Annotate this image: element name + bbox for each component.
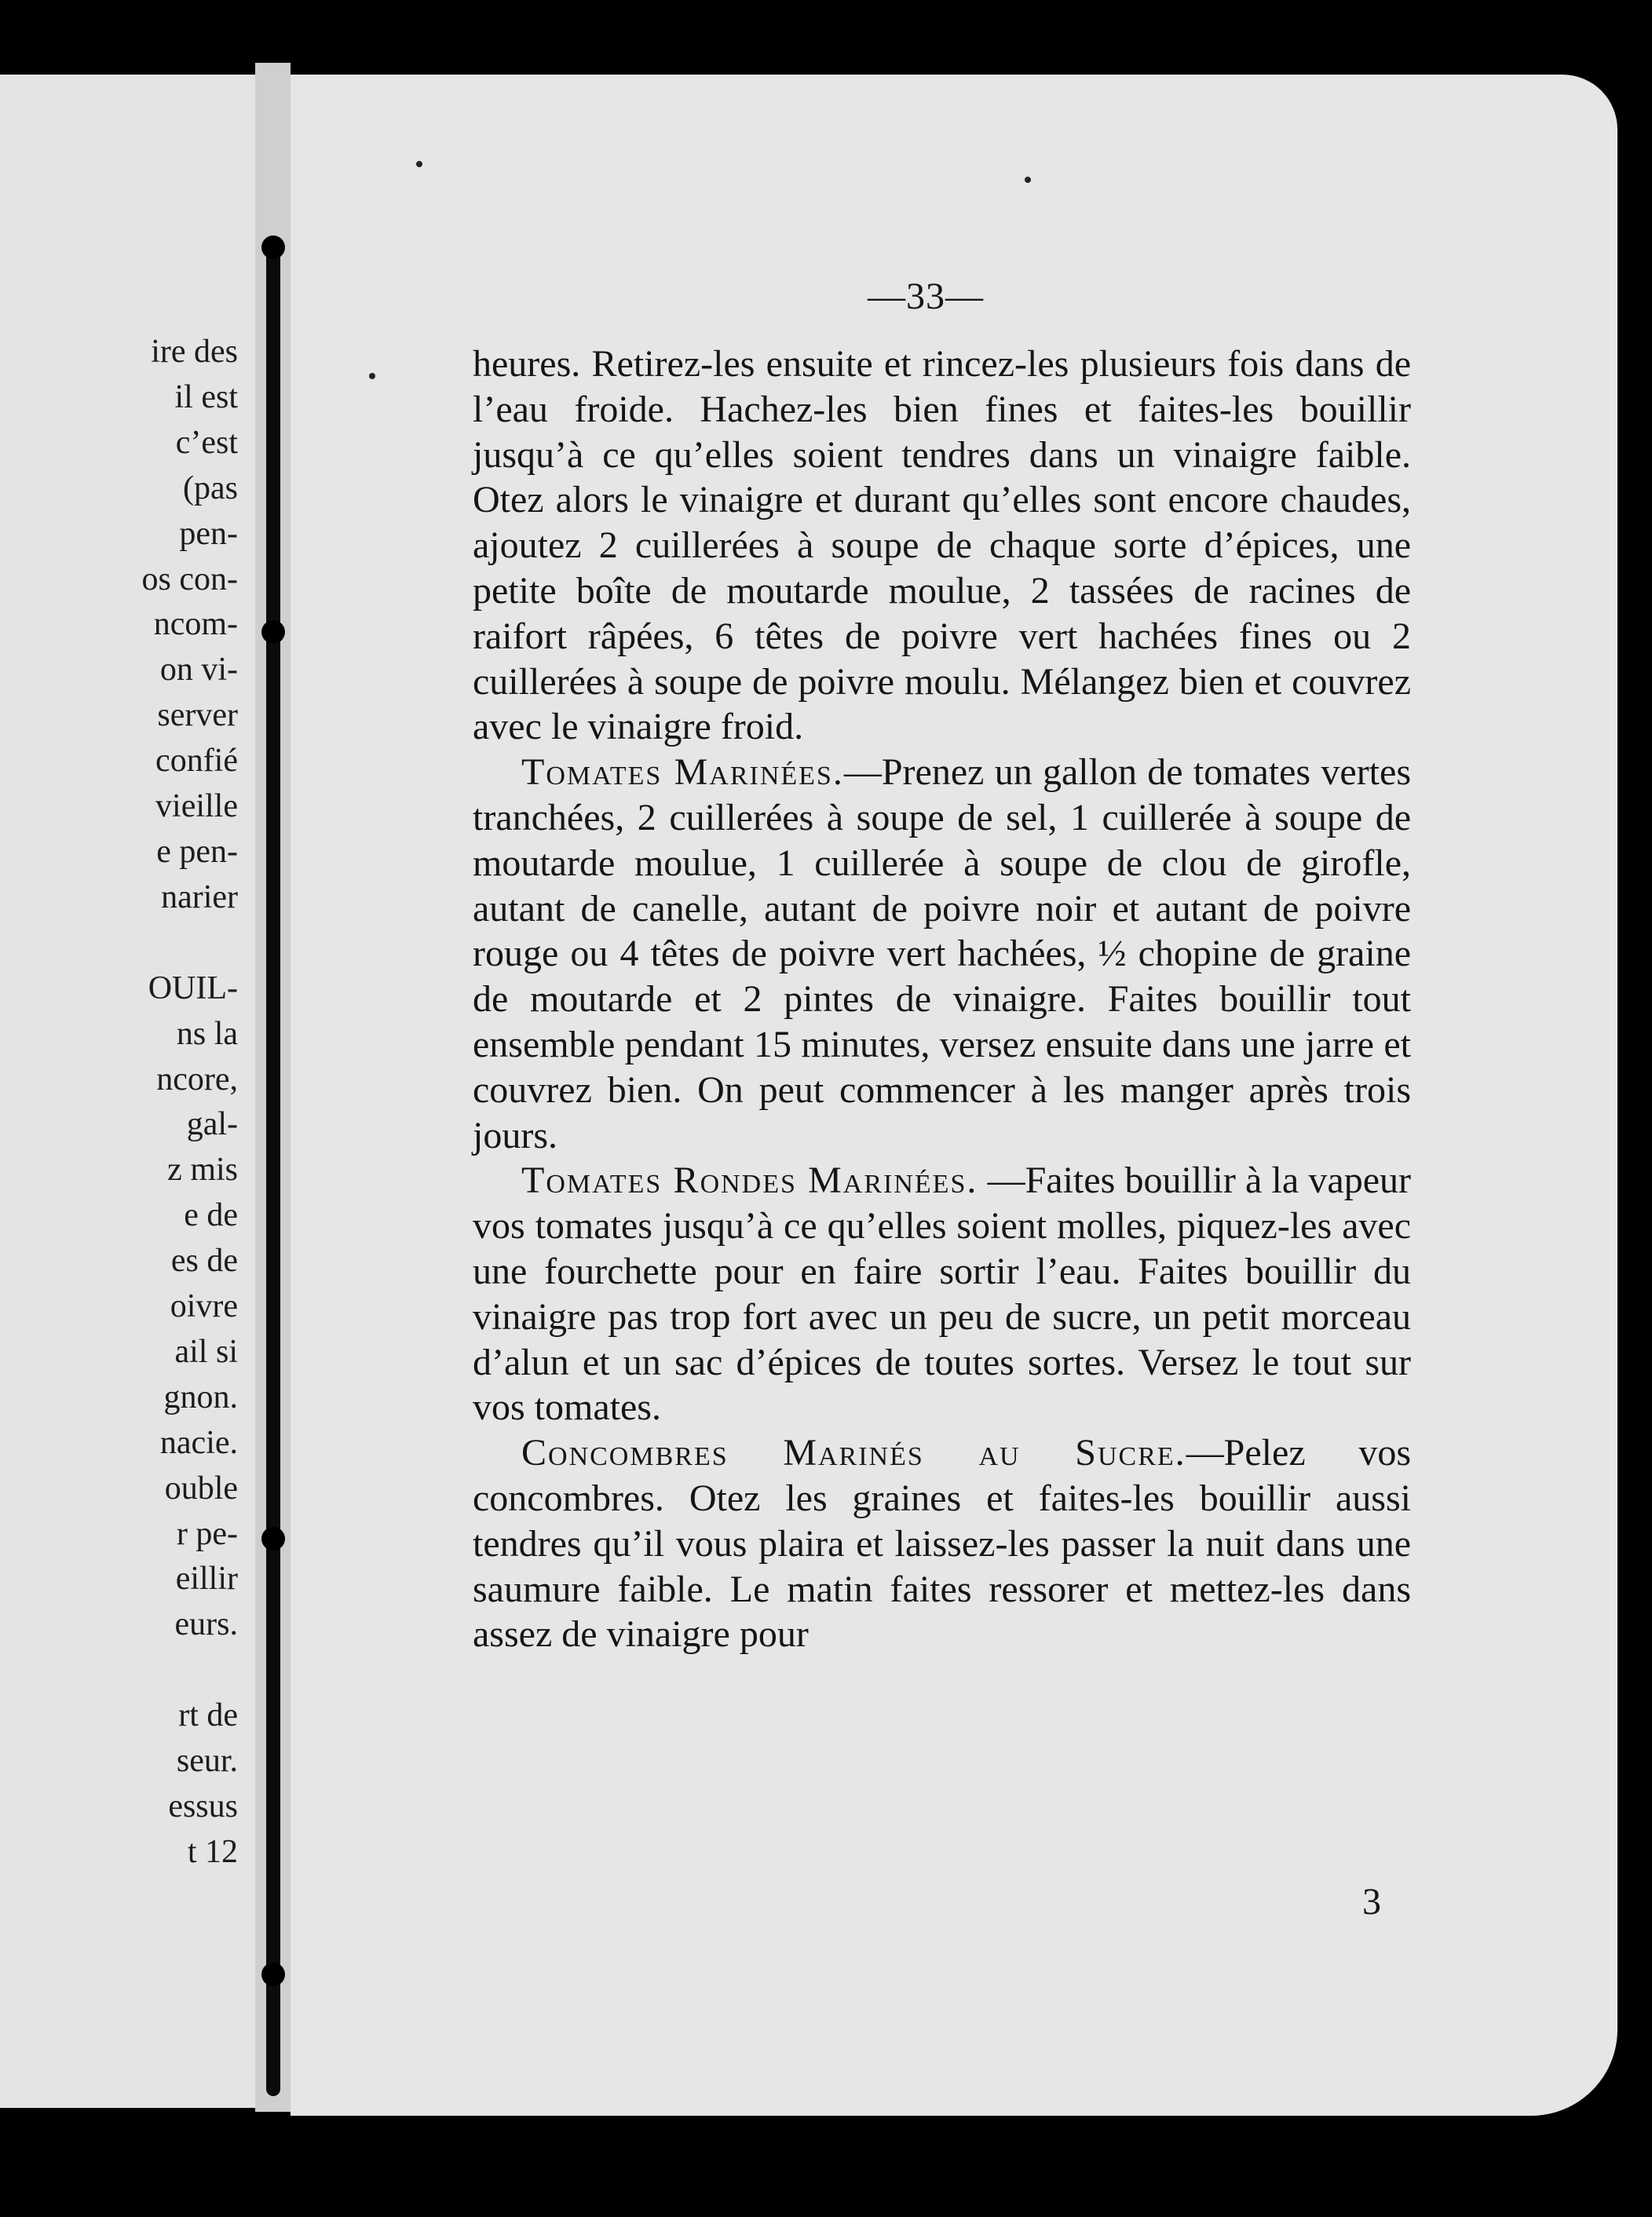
- paper-speck: [1025, 177, 1031, 183]
- recipe-paragraph: [473, 1158, 1411, 1430]
- recipe-title: Concombres Marinés au Sucre.: [521, 1432, 1186, 1474]
- signature-mark: 3: [1362, 1881, 1381, 1923]
- recipe-body: —Prenez un gallon de tomates vertes tranchées, 2 cuillerées à soupe de sel, 1 cuillerée à soupe de moutarde moulue, 1 cuillerée à soupe de clou de girofle, autant de canelle, autant de poivre noir et autant de poivre rouge ou 4 têtes de poivre vert hachées, ½ chopine de graine de moutarde et 2 pintes de vinaigre. Faites bouillir tout ensemble pendant 15 minutes, versez ensuite dans une jarre et couvrez bien. On peut commencer à les manger après trois jours.: [473, 751, 1411, 1156]
- paper-speck: [369, 373, 375, 379]
- recipe-text-block: [473, 341, 1411, 1657]
- page-number: —33—: [868, 276, 984, 317]
- continuation-paragraph: heures. Retirez-les ensuite et rincez-les plusieurs fois dans de l’eau froide. Hachez-les bien fines et faites-les bouillir jusqu’à ce qu’elles soient tendres dans un vinaigre faible. Otez alors le vinaigre et durant qu’elles sont encore chaudes, ajoutez 2 cuillerées à soupe de chaque sorte d’épices, une petite boîte de moutarde moulue, 2 tassées de racines de raifort râpées, 6 têtes de poivre vert hachées fines ou 2 cuillerées à soupe de poivre moulu. Mélangez bien et couvrez avec le vinaigre froid.: [473, 343, 1411, 748]
- binding-stitch: [261, 1963, 285, 1986]
- page-text: [473, 341, 1411, 1657]
- binding-stitch: [261, 1527, 285, 1550]
- binding-thread: [266, 236, 280, 2096]
- paper-speck: [416, 161, 422, 167]
- recipe-title: Tomates Marinées.: [521, 751, 844, 794]
- recipe-body: —Faites bouillir à la vapeur vos tomates jusqu’à ce qu’elles soient molles, piquez-les avec une fourchette pour en faire sortir l’eau. Faites bouillir du vinaigre pas trop fort avec un peu de sucre, un petit morceau d’alun et un sac d’épices de toutes sortes. Versez le tout sur vos tomates.: [473, 1160, 1411, 1429]
- binding-stitch: [261, 620, 285, 644]
- binding-stitch: [261, 236, 285, 259]
- recipe-paragraph: [473, 1430, 1411, 1657]
- recipe-body: —Pelez vos concombres. Otez les graines et faites-les bouillir aussi tendres qu’il vous plaira et laissez-les passer la nuit dans une saumure faible. Le matin faites ressorer et mettez-les dans assez de vinaigre pour: [473, 1432, 1411, 1656]
- recipe-title: Tomates Rondes Marinées.: [521, 1160, 978, 1202]
- left-facing-page: [0, 75, 255, 2108]
- recipe-paragraph: [473, 750, 1411, 1158]
- left-page-text-fragment: ire des il est c’est (pas pen- os con- ncom- on vi- server confié vieille e pen- narier OUIL- ns la ncore, gal- z mis e de es de oivre ail si gnon. nacie. ouble r pe- eillir eurs. rt de seur. essus t 12: [141, 334, 238, 1870]
